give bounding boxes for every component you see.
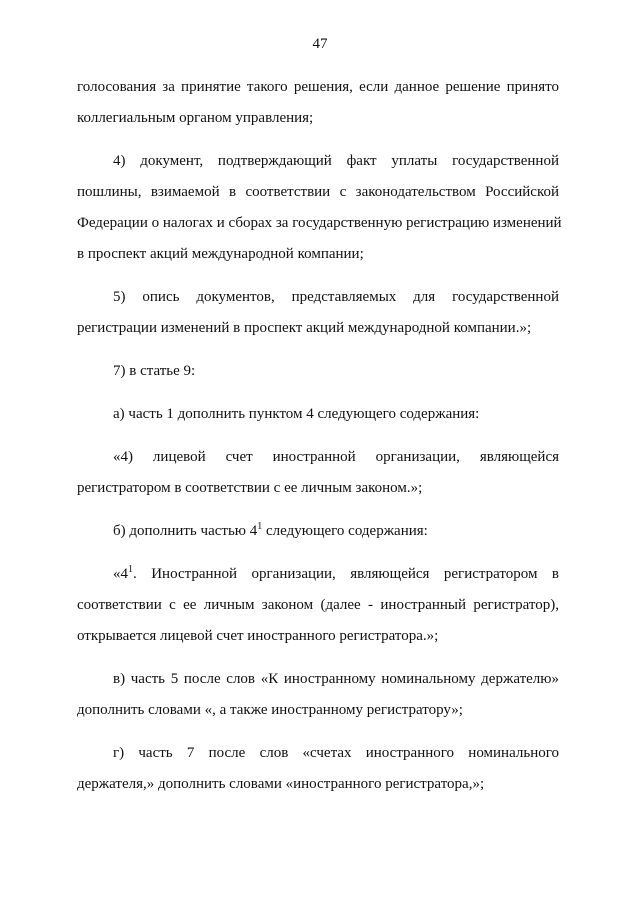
text-line: держателя,» дополнить словами «иностранного регистратора,»; <box>77 776 485 792</box>
paragraph <box>77 442 559 504</box>
text-line: а) часть 1 дополнить пунктом 4 следующего содержания: <box>113 406 480 422</box>
page-number: 47 <box>312 36 328 52</box>
text-line <box>77 516 559 547</box>
text-line: дополнить словами «, а также иностранному регистратору»; <box>77 702 463 718</box>
paragraph <box>77 72 559 134</box>
superscript: 1 <box>257 521 263 532</box>
paragraph <box>77 559 559 652</box>
text-line: в проспект акций международной компании; <box>77 246 364 262</box>
paragraph <box>77 399 559 430</box>
text-line: 4) документ, подтверждающий факт уплаты государственной <box>113 153 559 169</box>
text-segment: . Иностранной организации, являющейся регистратором в <box>133 566 559 582</box>
text-segment: следующего содержания: <box>262 523 428 539</box>
text-segment: б) дополнить частью 4 <box>113 523 258 539</box>
text-line: соответствии с ее личным законом (далее - иностранный регистратор), <box>77 597 559 613</box>
text-line: 7) в статье 9: <box>113 363 196 379</box>
text-line <box>77 559 559 590</box>
text-line: г) часть 7 после слов «счетах иностранного номинального <box>113 745 559 761</box>
paragraph <box>77 516 559 547</box>
superscript: 1 <box>128 564 133 575</box>
text-line: пошлины, взимаемой в соответствии с законодательством Российской <box>77 184 559 200</box>
text-line: в) часть 5 после слов «К иностранному номинальному держателю» <box>113 671 559 687</box>
paragraph <box>77 664 559 726</box>
text-line: Федерации о налогах и сборах за государственную регистрацию изменений <box>77 215 562 231</box>
paragraph <box>77 356 559 387</box>
text-line: коллегиальным органом управления; <box>77 110 314 126</box>
text-line: 5) опись документов, представляемых для государственной <box>113 289 559 305</box>
text-segment: «4 <box>113 566 128 582</box>
paragraph <box>77 146 562 270</box>
text-line: открывается лицевой счет иностранного регистратора.»; <box>77 628 439 644</box>
text-line: голосования за принятие такого решения, если данное решение принято <box>77 79 559 95</box>
text-line: регистратором в соответствии с ее личным законом.»; <box>77 480 423 496</box>
paragraph <box>77 738 559 800</box>
text-line: «4) лицевой счет иностранной организации, являющейся <box>113 449 559 465</box>
text-line: регистрации изменений в проспект акций международной компании.»; <box>77 320 532 336</box>
document-body <box>77 72 562 800</box>
paragraph <box>77 282 559 344</box>
